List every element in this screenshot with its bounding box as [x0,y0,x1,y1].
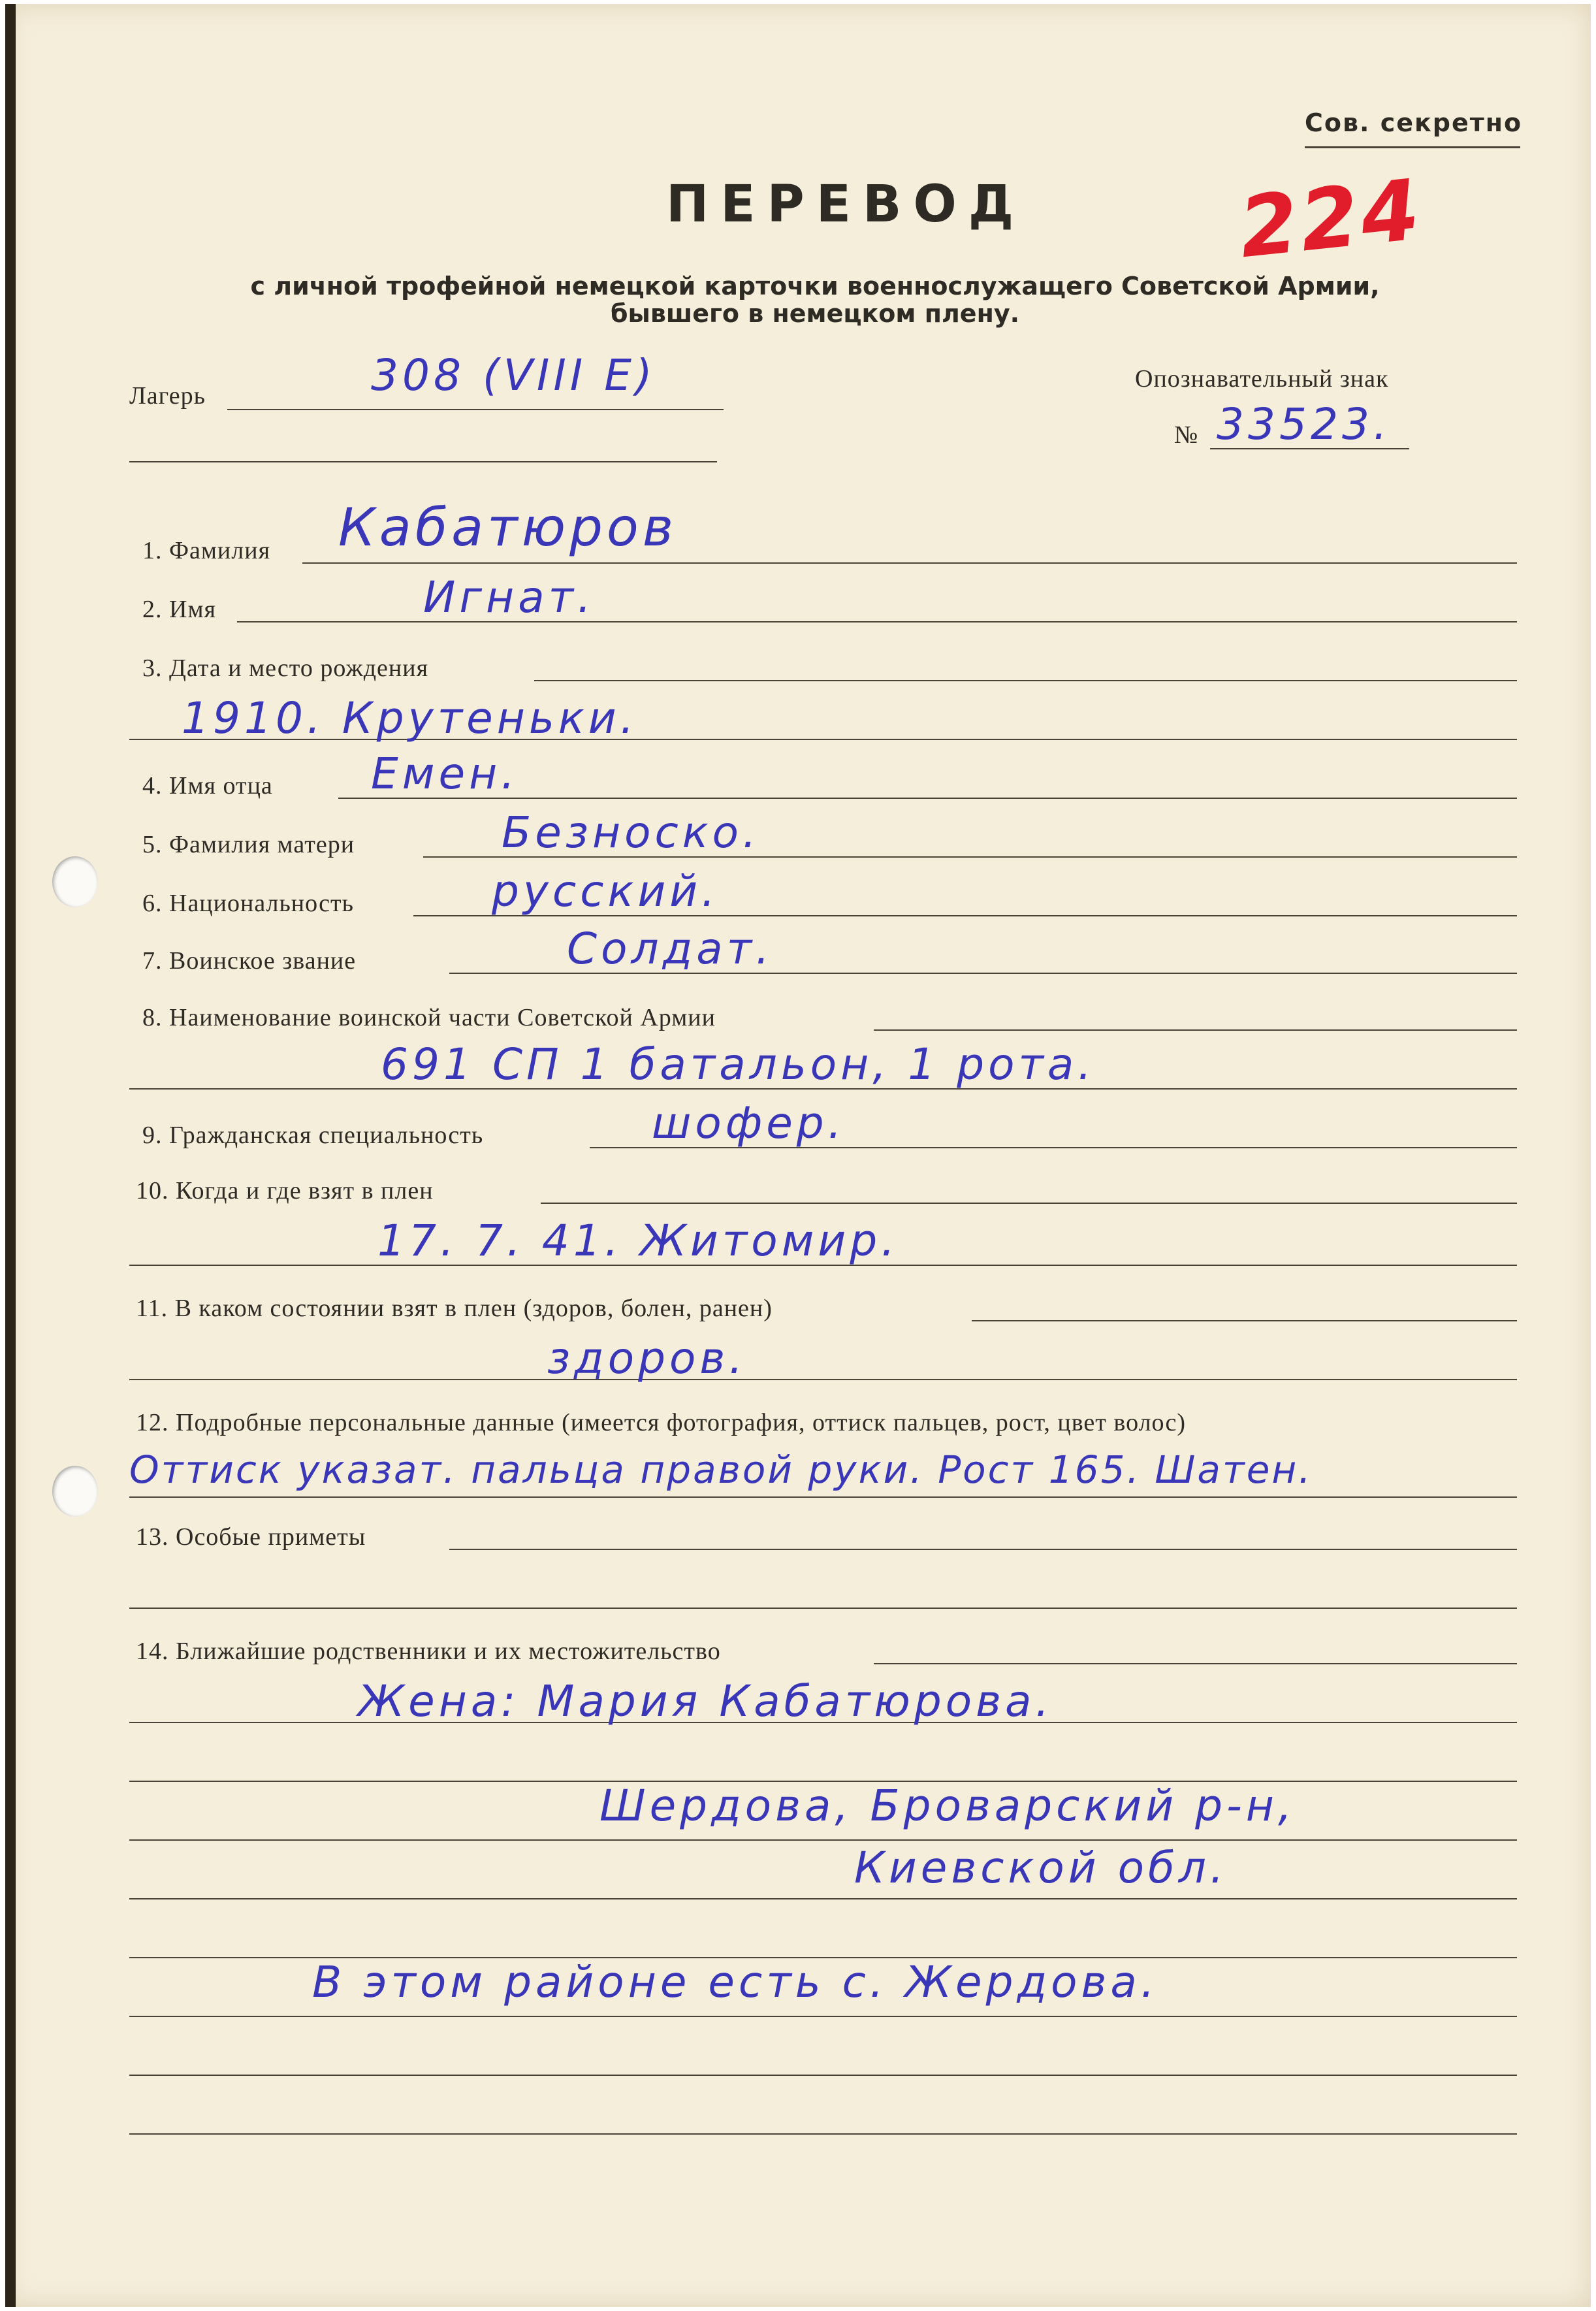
punch-hole [52,856,98,907]
punch-hole [52,1466,98,1517]
relatives-line-1: Жена: Мария Кабатюрова. [358,1676,1053,1726]
subtitle-line-2: бывшего в немецком плену. [610,299,1020,328]
field-value-personal-data: Оттиск указат. пальца правой руки. Рост 165. Шатен. [129,1447,1313,1492]
document-sheet [5,4,1591,2307]
field-value-surname: Кабатюров [338,497,677,558]
secrecy-underline [1305,146,1520,148]
subtitle-line-1: с личной трофейной немецкой карточки военнослужащего Советской Армии, [250,272,1380,300]
camp-value: 308 (VIII E) [371,350,656,400]
field-line [541,1203,1517,1204]
field-label-relatives: 14. Ближайшие родственники и их местожительство [136,1638,721,1665]
field-line [129,2016,1517,2017]
field-value-unit: 691 СП 1 батальон, 1 рота. [381,1039,1096,1090]
document-title: ПЕРЕВОД [666,175,1026,234]
field-label-nationality: 6. Национальность [142,890,354,917]
field-line [534,680,1517,681]
field-line [129,1379,1517,1380]
field-label-first-name: 2. Имя [142,596,216,623]
field-label-unit: 8. Наименование воинской части Советской Армии [142,1004,716,1031]
id-tag-value: 33523. [1217,399,1391,449]
field-label-birth: 3. Дата и место рождения [142,655,429,682]
field-label-father-name: 4. Имя отца [142,772,273,800]
field-line [129,1608,1517,1609]
field-value-mother-surname: Безноско. [502,807,761,858]
camp-line-2 [129,461,717,462]
field-line [129,1898,1517,1899]
field-value-father-name: Емен. [371,749,519,799]
camp-line [227,409,724,410]
red-number-stamp: 224 [1234,161,1427,278]
field-value-civil-profession: шофер. [652,1098,846,1148]
secrecy-mark: Сов. секретно [1305,108,1523,137]
field-label-special-marks: 13. Особые приметы [136,1523,366,1551]
field-line [874,1029,1517,1031]
field-line [129,1496,1517,1498]
field-label-mother-surname: 5. Фамилия матери [142,831,355,858]
field-line [129,1839,1517,1841]
field-line [449,1549,1517,1550]
relatives-note: В этом районе есть с. Жердова. [312,1957,1158,2007]
field-value-birth: 1910. Крутеньки. [182,693,638,743]
field-label-rank: 7. Воинское звание [142,947,357,975]
field-line [972,1320,1517,1321]
scan-edge [5,4,16,2307]
field-label-civil-profession: 9. Гражданская специальность [142,1122,484,1149]
field-value-nationality: русский. [492,866,720,916]
field-value-rank: Солдат. [567,924,774,974]
field-line [874,1663,1517,1664]
field-line [129,2075,1517,2076]
field-line [302,562,1517,564]
field-label-captured-when-where: 10. Когда и где взят в плен [136,1177,434,1204]
field-value-first-name: Игнат. [423,572,596,622]
relatives-line-2: Шердова, Броварский р-н, [599,1781,1296,1831]
id-tag-no-label: № [1174,421,1199,449]
camp-label: Лагерь [129,382,206,410]
field-value-captured-when-where: 17. 7. 41. Житомир. [377,1216,899,1266]
field-label-surname: 1. Фамилия [142,537,271,564]
field-label-personal-data: 12. Подробные персональные данные (имеется фотография, оттиск пальцев, рост, цвет волос) [136,1409,1186,1436]
field-line [129,2133,1517,2135]
relatives-line-3: Киевской обл. [854,1843,1228,1893]
field-value-condition: здоров. [547,1333,747,1383]
id-tag-label: Опознавательный знак [1135,365,1389,393]
field-label-condition: 11. В каком состоянии взят в плен (здоров, болен, ранен) [136,1295,773,1322]
